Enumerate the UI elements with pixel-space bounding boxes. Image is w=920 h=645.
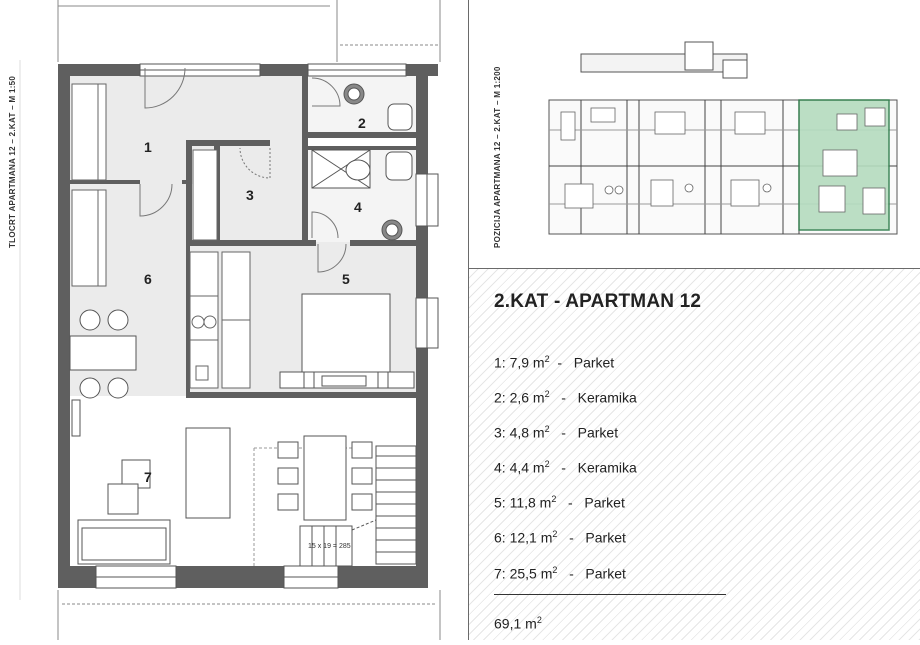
legend-area-exponent: 2	[544, 424, 550, 434]
legend-separator: -	[553, 389, 574, 406]
legend-separator: -	[553, 424, 574, 441]
legend-room-id: 4:	[494, 459, 506, 476]
legend-room-material: Parket	[577, 424, 619, 441]
site-position-drawing	[469, 0, 920, 268]
legend-row	[494, 529, 626, 546]
legend-room-material: Keramika	[577, 389, 637, 406]
legend-room-material: Parket	[585, 565, 626, 582]
room-label-2: 2	[358, 115, 366, 131]
legend-room-area: 12,1 m	[509, 529, 553, 546]
legend-row	[494, 424, 618, 441]
legend-total-value: 69,1 m	[494, 615, 537, 632]
legend-area-exponent: 2	[552, 529, 558, 539]
room-label-7: 7	[144, 469, 152, 485]
legend-room-material: Keramika	[577, 459, 637, 476]
legend-area-exponent: 2	[544, 389, 550, 399]
legend-room-area: 4,8 m	[509, 424, 545, 441]
legend-separator: -	[561, 565, 582, 582]
area-legend-panel	[469, 269, 920, 640]
legend-separator: -	[561, 529, 582, 546]
legend-room-area: 2,6 m	[509, 389, 545, 406]
site-position-side-label: POZICIJA APARTMANA 12 – 2.KAT – M 1:200	[493, 66, 502, 248]
legend-separator: -	[553, 354, 570, 371]
room-label-5: 5	[342, 271, 350, 287]
legend-total-area	[494, 615, 542, 632]
legend-total-rule	[494, 594, 726, 595]
legend-room-id: 7:	[494, 565, 506, 582]
room-label-3: 3	[246, 187, 254, 203]
legend-room-area: 4,4 m	[509, 459, 545, 476]
legend-room-area: 7,9 m	[509, 354, 545, 371]
room-label-6: 6	[144, 271, 152, 287]
stair-dimension-label: 15 x 19 = 285	[308, 543, 351, 550]
room-label-1: 1	[144, 139, 152, 155]
legend-row	[494, 565, 626, 582]
legend-row	[494, 459, 637, 476]
legend-separator: -	[560, 494, 581, 511]
legend-separator: -	[553, 459, 574, 476]
legend-total-exponent: 2	[536, 615, 542, 625]
legend-title: 2.KAT - APARTMAN 12	[494, 291, 702, 312]
floor-plan-side-label: TLOCRT APARTMANA 12 – 2.KAT – M 1:50	[8, 75, 17, 248]
legend-area-exponent: 2	[544, 354, 550, 364]
site-position-panel	[469, 0, 920, 268]
legend-area-exponent: 2	[551, 494, 557, 504]
legend-room-id: 5:	[494, 494, 506, 511]
legend-row	[494, 354, 614, 371]
legend-area-exponent: 2	[552, 565, 558, 575]
legend-room-material: Parket	[585, 529, 626, 546]
legend-room-material: Parket	[573, 354, 615, 371]
legend-room-area: 25,5 m	[509, 565, 553, 582]
legend-room-id: 3:	[494, 424, 506, 441]
legend-row	[494, 494, 625, 511]
legend-room-id: 1:	[494, 354, 506, 371]
legend-row	[494, 389, 637, 406]
legend-room-id: 6:	[494, 529, 506, 546]
room-label-4: 4	[354, 199, 362, 215]
legend-room-area: 11,8 m	[509, 494, 552, 511]
legend-room-material: Parket	[584, 494, 625, 511]
legend-room-id: 2:	[494, 389, 506, 406]
legend-area-exponent: 2	[544, 459, 550, 469]
